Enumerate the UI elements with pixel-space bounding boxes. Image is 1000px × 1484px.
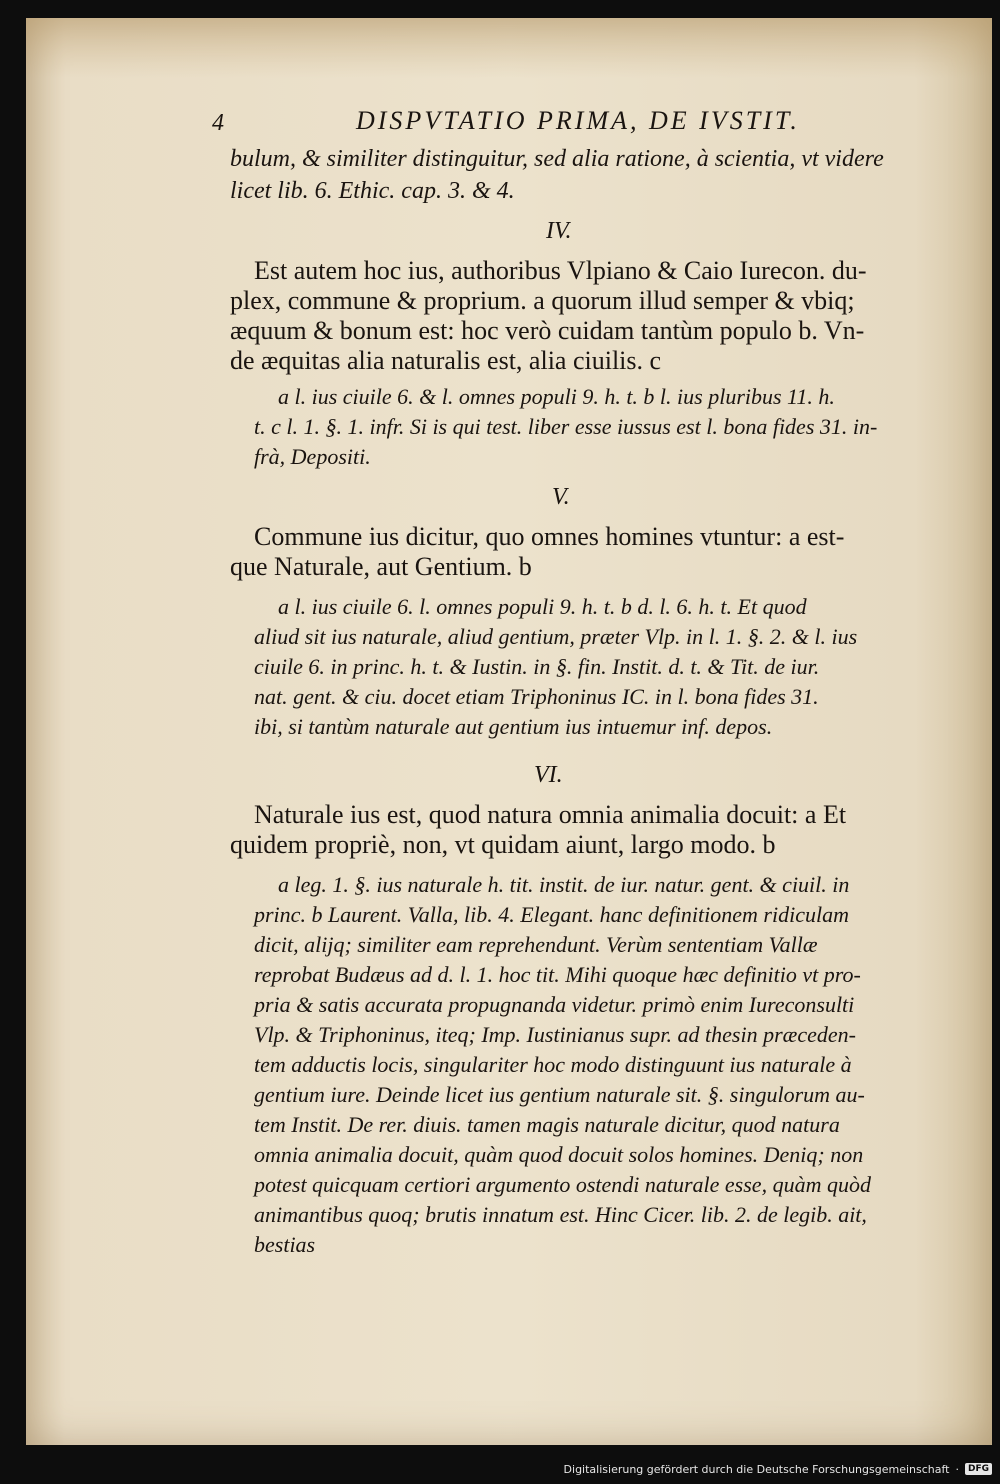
footnote-line: a leg. 1. §. ius naturale h. tit. instit. de iur. natur. gent. & ciuil. in xyxy=(278,872,850,897)
footnote-line: bestias xyxy=(254,1232,316,1257)
footnote-line: tem Instit. De rer. diuis. tamen magis naturale dicitur, quod natura xyxy=(254,1112,840,1137)
paragraph-line: Commune ius dicitur, quo omnes homines vtuntur: a est- xyxy=(254,522,845,551)
paragraph-line: æquum & bonum est: hoc verò cuidam tantùm populo b. Vn- xyxy=(230,316,865,345)
paragraph-line: Est autem hoc ius, authoribus Vlpiano & Caio Iurecon. du- xyxy=(254,256,867,285)
footnote-line: frà, Depositi. xyxy=(254,444,371,469)
footer-credit: Digitalisierung gefördert durch die Deutsche Forschungsgemeinschaft xyxy=(563,1462,950,1476)
footnote-line: ibi, si tantùm naturale aut gentium ius intuemur inf. depos. xyxy=(254,714,773,739)
book-page xyxy=(26,18,992,1445)
dfg-logo-icon: DFG xyxy=(965,1463,992,1475)
footnote-line: pria & satis accurata propugnanda videtur. primò enim Iureconsulti xyxy=(254,992,855,1017)
text-line: licet lib. 6. Ethic. cap. 3. & 4. xyxy=(230,178,515,204)
footnote-line: reprobat Budæus ad d. l. 1. hoc tit. Mihi quoque hæc definitio vt pro- xyxy=(254,962,861,987)
running-title: DISPVTATIO PRIMA, DE IVSTIT. xyxy=(356,106,800,135)
footnote-line: ciuile 6. in princ. h. t. & Iustin. in §. fin. Instit. d. t. & Tit. de iur. xyxy=(254,654,820,679)
footnote-line: potest quicquam certiori argumento ostendi naturale esse, quàm quòd xyxy=(254,1172,871,1197)
footnote-line: tem adductis locis, singulariter hoc modo distinguunt ius naturale à xyxy=(254,1052,852,1077)
page-number: 4 xyxy=(212,110,224,136)
section-heading: V. xyxy=(552,484,570,510)
paragraph-line: plex, commune & proprium. a quorum illud semper & vbiq; xyxy=(230,286,855,315)
footnote-line: animantibus quoq; brutis innatum est. Hinc Cicer. lib. 2. de legib. ait, xyxy=(254,1202,867,1227)
paragraph-line: que Naturale, aut Gentium. b xyxy=(230,552,532,581)
footnote-line: aliud sit ius naturale, aliud gentium, præter Vlp. in l. 1. §. 2. & l. ius xyxy=(254,624,858,649)
footnote-line: t. c l. 1. §. 1. infr. Si is qui test. liber esse iussus est l. bona fides 31. in- xyxy=(254,414,878,439)
footnote-line: dicit, alijq; similiter eam reprehendunt. Verùm sententiam Vallæ xyxy=(254,932,818,957)
footnote-line: princ. b Laurent. Valla, lib. 4. Elegant. hanc definitionem ridiculam xyxy=(254,902,849,927)
footnote-line: nat. gent. & ciu. docet etiam Triphoninus IC. in l. bona fides 31. xyxy=(254,684,819,709)
paragraph-line: de æquitas alia naturalis est, alia ciuilis. c xyxy=(230,346,662,375)
footnote-line: omnia animalia docuit, quàm quod docuit solos homines. Deniq; non xyxy=(254,1142,864,1167)
footnote-line: gentium iure. Deinde licet ius gentium naturale sit. §. singulorum au- xyxy=(254,1082,865,1107)
footnote-line: a l. ius ciuile 6. l. omnes populi 9. h. t. b d. l. 6. h. t. Et quod xyxy=(278,594,807,619)
paragraph-line: Naturale ius est, quod natura omnia animalia docuit: a Et xyxy=(254,800,847,829)
section-heading: VI. xyxy=(534,762,563,788)
digitization-footer xyxy=(564,1458,992,1480)
separator: · xyxy=(955,1462,959,1476)
paragraph-line: quidem propriè, non, vt quidam aiunt, largo modo. b xyxy=(230,830,776,859)
footnote-line: a l. ius ciuile 6. & l. omnes populi 9. h. t. b l. ius pluribus 11. h. xyxy=(278,384,835,409)
section-heading: IV. xyxy=(546,218,572,244)
footnote-line: Vlp. & Triphoninus, iteq; Imp. Iustinianus supr. ad thesin præceden- xyxy=(254,1022,856,1047)
text-line: bulum, & similiter distinguitur, sed alia ratione, à scientia, vt videre xyxy=(230,146,884,172)
